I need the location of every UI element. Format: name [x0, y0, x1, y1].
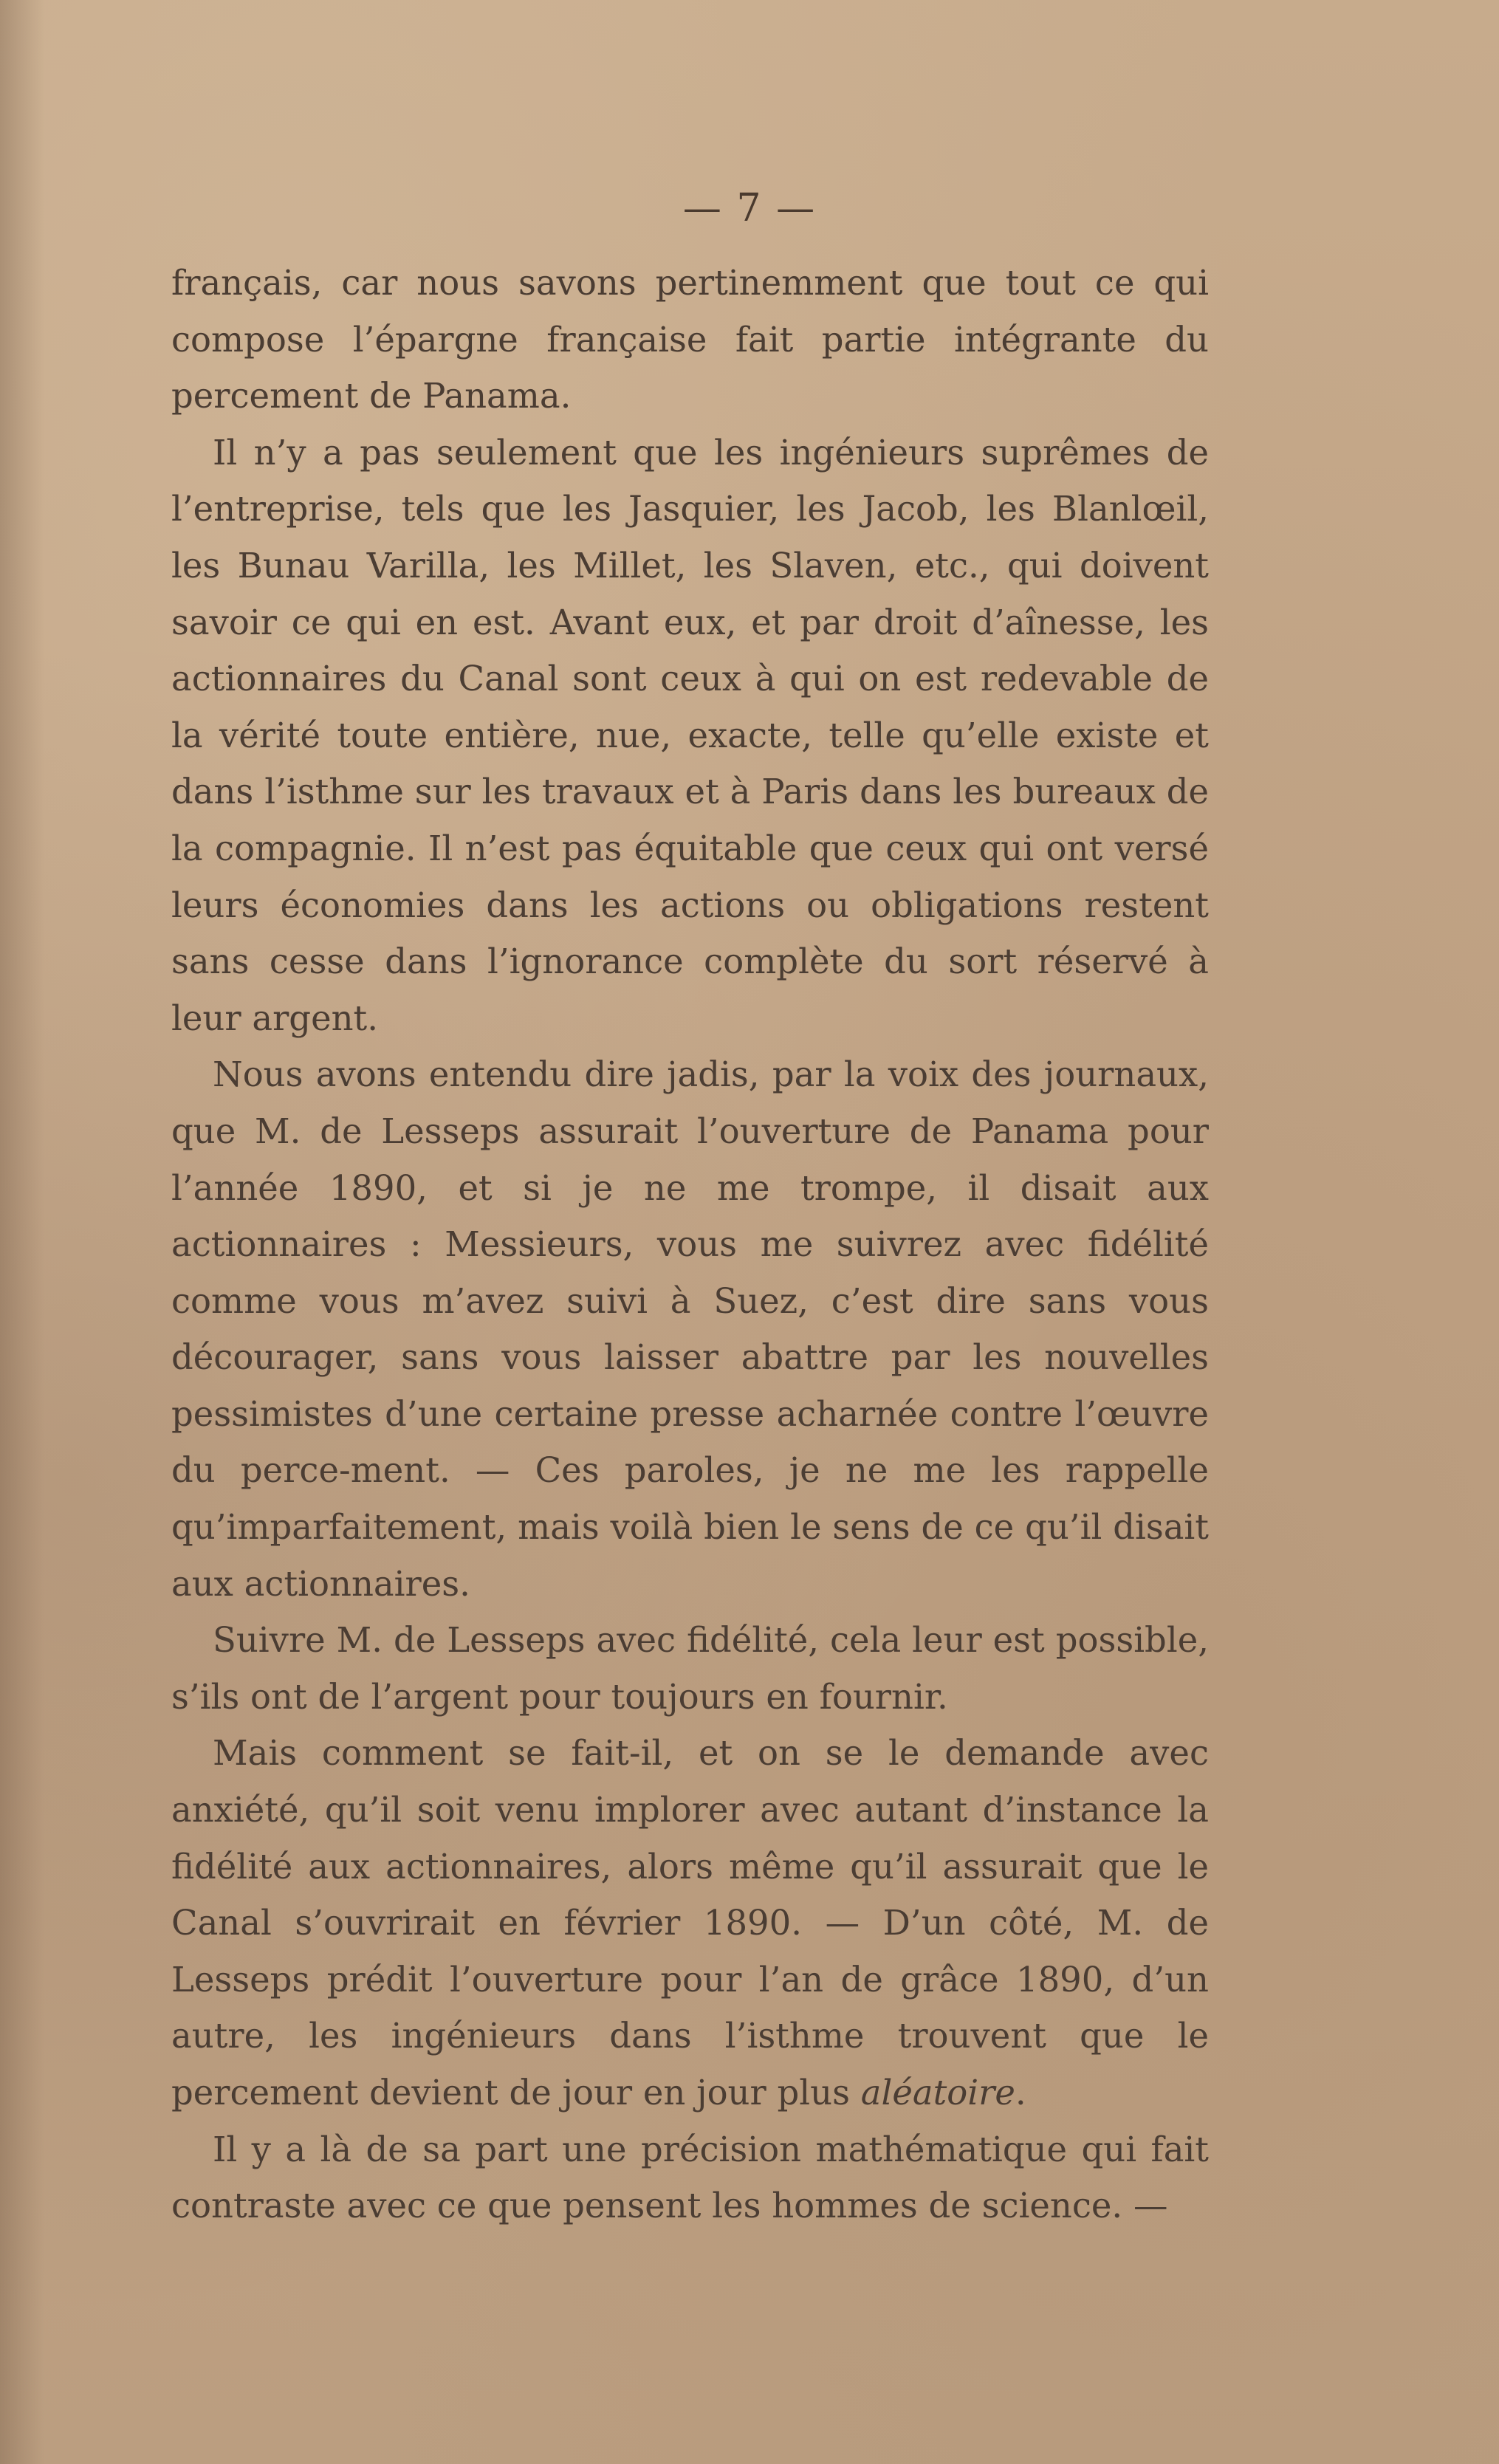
body-text [171, 255, 1209, 2234]
paragraph-4: Suivre M. de Lesseps avec fidélité, cela leur est possible, s’ils ont de l’argent pour toujours en fournir. [171, 1620, 1209, 1717]
page-edge-shadow [0, 0, 44, 2464]
paragraph-5 [171, 1725, 1209, 2121]
emphasis-aleatoire: aléatoire [860, 2073, 1015, 2113]
page-number: — 7 — [682, 186, 817, 230]
paragraph-5-text: Mais comment se fait-il, et on se le demande avec anxiété, qu’il soit venu implorer avec autant d’instance la fidélité aux actionnaires, alors même qu’il assurait que le Canal s’ouvrirait en février 1890. — D’un côté, M. de Lesseps prédit l’ouverture pour l’an de grâce 1890, d’un autre, les ingénieurs dans l’isthme trouvent que le percement devient de jour en jour plus [171, 1733, 1209, 2113]
paragraph-5-end: . [1015, 2073, 1026, 2113]
paragraph-1: français, car nous savons pertinemment que tout ce qui compose l’épargne française fait partie intégrante du percement de Panama. [171, 263, 1209, 416]
paragraph-6: Il y a là de sa part une précision mathématique qui fait contraste avec ce que pensent les hommes de science. — [171, 2129, 1209, 2226]
paragraph-3: Nous avons entendu dire jadis, par la voix des journaux, que M. de Lesseps assurait l’ouverture de Panama pour l’année 1890, et si je ne me trompe, il disait aux actionnaires : Messieurs, vous me suivrez avec fidélité comme vous m’avez suivi à Suez, c’est dire sans vous décourager, sans vous laisser abattre par les nouvelles pessimistes d’une certaine presse acharnée contre l’œuvre du perce-ment. — Ces paroles, je ne me les rappelle qu’imparfaitement, mais voilà bien le sens de ce qu’il disait aux actionnaires. [171, 1054, 1209, 1604]
paragraph-2: Il n’y a pas seulement que les ingénieurs suprêmes de l’entreprise, tels que les Jasquier, les Jacob, les Blanlœil, les Bunau Varilla, les Millet, les Slaven, etc., qui doivent savoir ce qui en est. Avant eux, et par droit d’aînesse, les actionnaires du Canal sont ceux à qui on est redevable de la vérité toute entière, nue, exacte, telle qu’elle existe et dans l’isthme sur les travaux et à Paris dans les bureaux de la compagnie. Il n’est pas équitable que ceux qui ont versé leurs économies dans les actions ou obligations restent sans cesse dans l’ignorance complète du sort réservé à leur argent. [171, 432, 1209, 1038]
